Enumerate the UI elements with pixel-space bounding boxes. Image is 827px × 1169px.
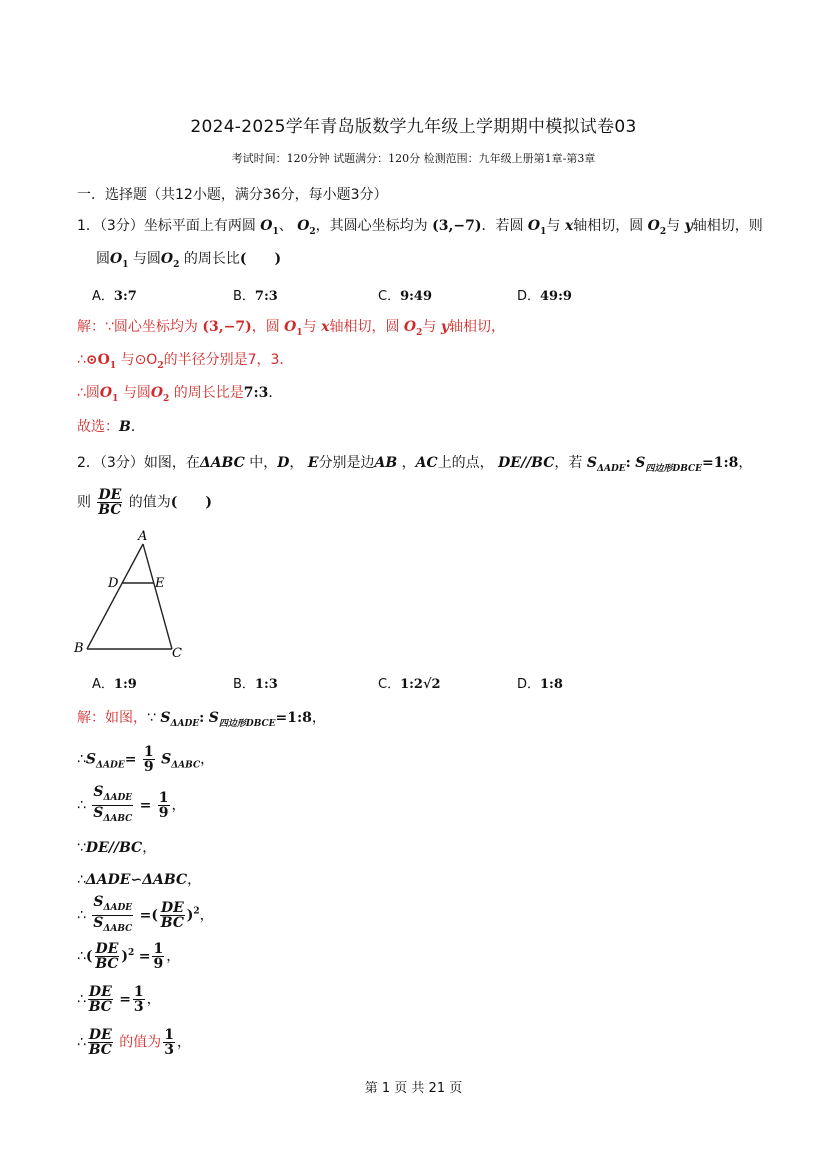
q1-solution-line-2: $\therefore⊙O_1$ 与$⊙O_2$的半径分别是7，3． (77, 352, 294, 371)
q2-solution-line-8: ∴ $\frac{DE}{BC}$ = $\frac{1}{3}$ ， (77, 984, 161, 1015)
question-2-line-2: 则 $\frac{DE}{BC}$ 的值为( ) (77, 487, 212, 518)
label-d: D (108, 576, 119, 591)
q1-option-b[interactable]: B．7:3 (233, 289, 278, 304)
q2-option-c[interactable]: C．1:2√2 (378, 677, 441, 692)
side-ab (87, 544, 143, 649)
q2-option-a[interactable]: A．1:9 (92, 677, 137, 692)
q1-solution-line-1: 解：∵圆心坐标均为 (3,−7)，圆 $O_1$与 x轴相切，圆 $O_2$与 y轴相切， (77, 319, 505, 338)
q2-solution-line-3: ∴ $\frac{S_{\Delta ADE}}{S_{\Delta ABC}}$ = $\frac{1}{9}$ ， (77, 784, 186, 824)
q2-solution-line-4: ∵DE//BC， (77, 840, 157, 856)
q2-solution-line-9: ∴ $\frac{DE}{BC}$ 的值为 $\frac{1}{3}$ ， (77, 1027, 191, 1058)
page-title: 2024-2025学年青岛版数学九年级上学期期中模拟试卷03 (190, 117, 637, 137)
q1-solution-line-3: ∴圆$O_1$ 与圆$O_2$ 的周长比是7:3． (77, 385, 283, 404)
page-footer: 第 1 页 共 21 页 (364, 1081, 463, 1096)
question-2-line-1: 2．（3分）如图，在ΔABC 中，D， E分别是边AB ，AC上的点， DE//BC，若 $S_{\Delta ADE}$: $S_{四边形DBCE}=1:8$， (77, 455, 753, 474)
q1-option-a[interactable]: A．3:7 (92, 289, 137, 304)
q2-option-d[interactable]: D．1:8 (517, 677, 563, 692)
label-e: E (155, 576, 165, 591)
label-b: B (74, 641, 84, 656)
triangle-figure (70, 525, 190, 665)
q2-solution-line-5: ∴ΔADE∽ΔABC， (77, 872, 202, 888)
q2-solution-line-2: $\therefore S_{\Delta ADE}=$ $\frac{1}{9}$ $S_{\Delta ABC}$， (77, 744, 215, 775)
q2-option-b[interactable]: B．1:3 (233, 677, 278, 692)
question-1-line-2: 圆$O_1$ 与圆$O_2$ 的周长比( ) (96, 251, 282, 270)
q1-option-c[interactable]: C．9:49 (378, 289, 433, 304)
q1-answer: 故选：B． (77, 419, 145, 435)
question-1-line-1: 1．（3分）坐标平面上有两圆 $O_1$、 $O_2$，其圆心坐标均为 (3,−7)．若圆 $O_1$与 x轴相切，圆 $O_2$与 y轴相切，则 (77, 218, 763, 237)
exam-info: 考试时间：120分钟 试题满分：120分 检测范围：九年级上册第1章-第3章 (231, 152, 596, 165)
label-c: C (172, 646, 182, 661)
label-a: A (138, 529, 148, 544)
q1-option-d[interactable]: D．49:9 (517, 289, 572, 304)
q2-solution-line-7: ∴( $\frac{DE}{BC}$ )$^2$ = $\frac{1}{9}$ ， (77, 941, 181, 972)
side-ac (143, 544, 172, 649)
q2-solution-line-1: 解：如图，∵ $S_{\Delta ADE}$: $S_{四边形DBCE}=1:8$， (77, 710, 326, 729)
section-heading: 一．选择题（共12小题，满分36分，每小题3分） (77, 187, 388, 203)
q2-solution-line-6: ∴ $\frac{S_{\Delta ADE}}{S_{\Delta ABC}}$ =( $\frac{DE}{BC}$ )$^2$， (77, 894, 214, 934)
